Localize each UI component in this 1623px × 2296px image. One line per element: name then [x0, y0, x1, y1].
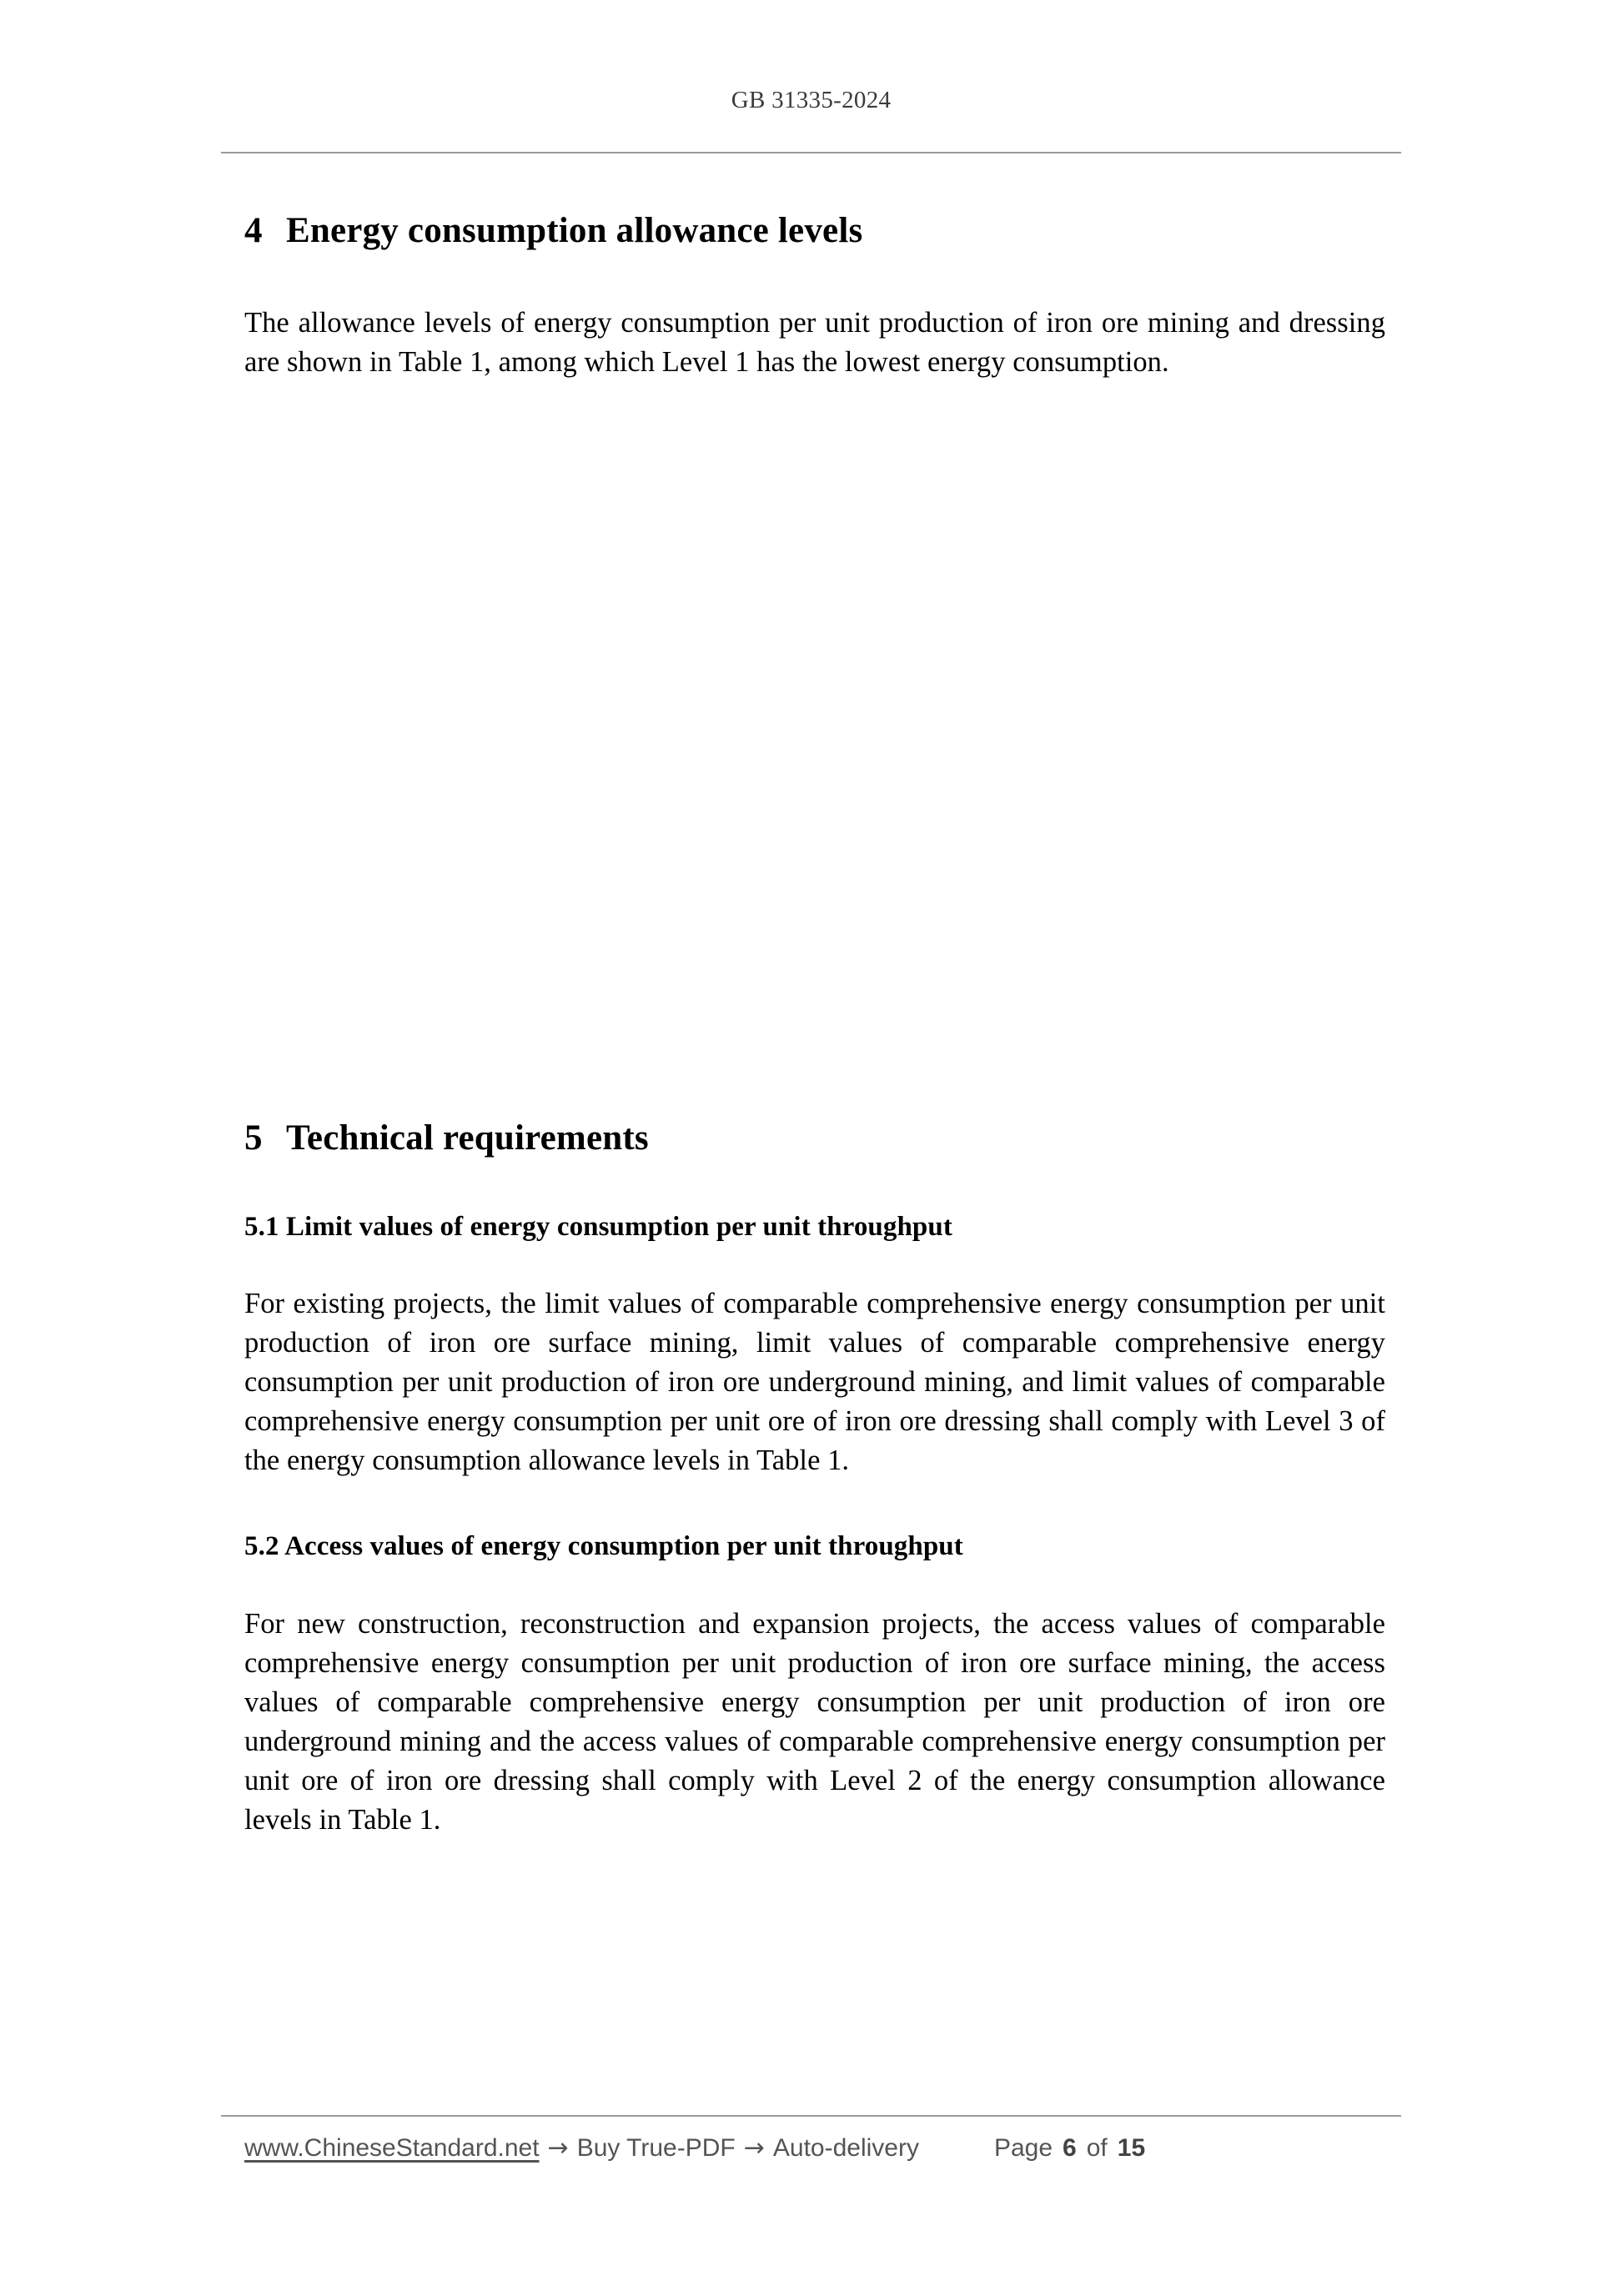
- section-4-paragraph: The allowance levels of energy consumption per unit production of iron ore mining and dressing are shown in Table 1, among which Level 1 has the lowest energy consumption.: [244, 306, 1385, 378]
- page-label: Page: [993, 2134, 1053, 2162]
- subsection-heading-5-1: 5.1 Limit values of energy consumption per unit throughput: [244, 1211, 952, 1242]
- subsection-5-2-paragraph: For new construction, reconstruction and expansion projects, the access values of comparable comprehensive energy consumption per unit production of iron ore surface mining, the access values of comparable comprehensive energy consumption per unit production of iron ore underground mining and the access values of comparable comprehensive energy consumption per unit ore of iron ore dressing shall comply with Level 2 of the energy consumption allowance levels in Table 1.: [244, 1608, 1385, 1836]
- subsection-5-1-paragraph: For existing projects, the limit values of comparable comprehensive energy consumption per unit production of iron ore surface mining, limit values of comparable comprehensive energy consumption per unit production of iron ore underground mining, and limit values of comparable comprehensive energy consumption per unit ore of iron ore dressing shall comply with Level 3 of the energy consumption allowance levels in Table 1.: [244, 1288, 1385, 1477]
- section-heading-4: [244, 208, 1385, 254]
- section-title-4: Energy consumption allowance levels: [286, 211, 863, 250]
- footer-promo-text-1: Buy True-PDF: [576, 2134, 736, 2162]
- site-link[interactable]: www.ChineseStandard.net: [244, 2134, 540, 2162]
- spacer: [244, 1565, 1385, 1605]
- footer-promo: [244, 2133, 919, 2163]
- of-label: of: [1086, 2134, 1108, 2162]
- arrow-right-icon-2: →: [743, 2133, 765, 2163]
- page-number: 6: [1063, 2134, 1077, 2162]
- running-header: [221, 87, 1401, 114]
- spacer: [244, 1161, 1385, 1209]
- arrow-right-icon: →: [547, 2133, 569, 2163]
- section-number-4: 4: [244, 211, 263, 250]
- section-title-5: Technical requirements: [286, 1118, 649, 1158]
- section-heading-5: [244, 1116, 1385, 1161]
- section-number-5: 5: [244, 1118, 263, 1158]
- subsection-heading-5-2: 5.2 Access values of energy consumption per unit throughput: [244, 1531, 963, 1562]
- total-pages: 15: [1117, 2134, 1146, 2162]
- document-code: GB 31335-2024: [731, 87, 892, 113]
- footer-promo-text-2: Auto-delivery: [772, 2134, 919, 2162]
- page-content: [244, 208, 1385, 1840]
- running-footer: [244, 2133, 1402, 2163]
- spacer: [244, 254, 1385, 304]
- table-1-placeholder-area: [244, 382, 1385, 1116]
- header-divider: [221, 152, 1401, 153]
- footer-divider: [221, 2115, 1401, 2117]
- spacer: [244, 1244, 1385, 1284]
- spacer: [244, 1480, 1385, 1529]
- page-indicator: [994, 2134, 1145, 2163]
